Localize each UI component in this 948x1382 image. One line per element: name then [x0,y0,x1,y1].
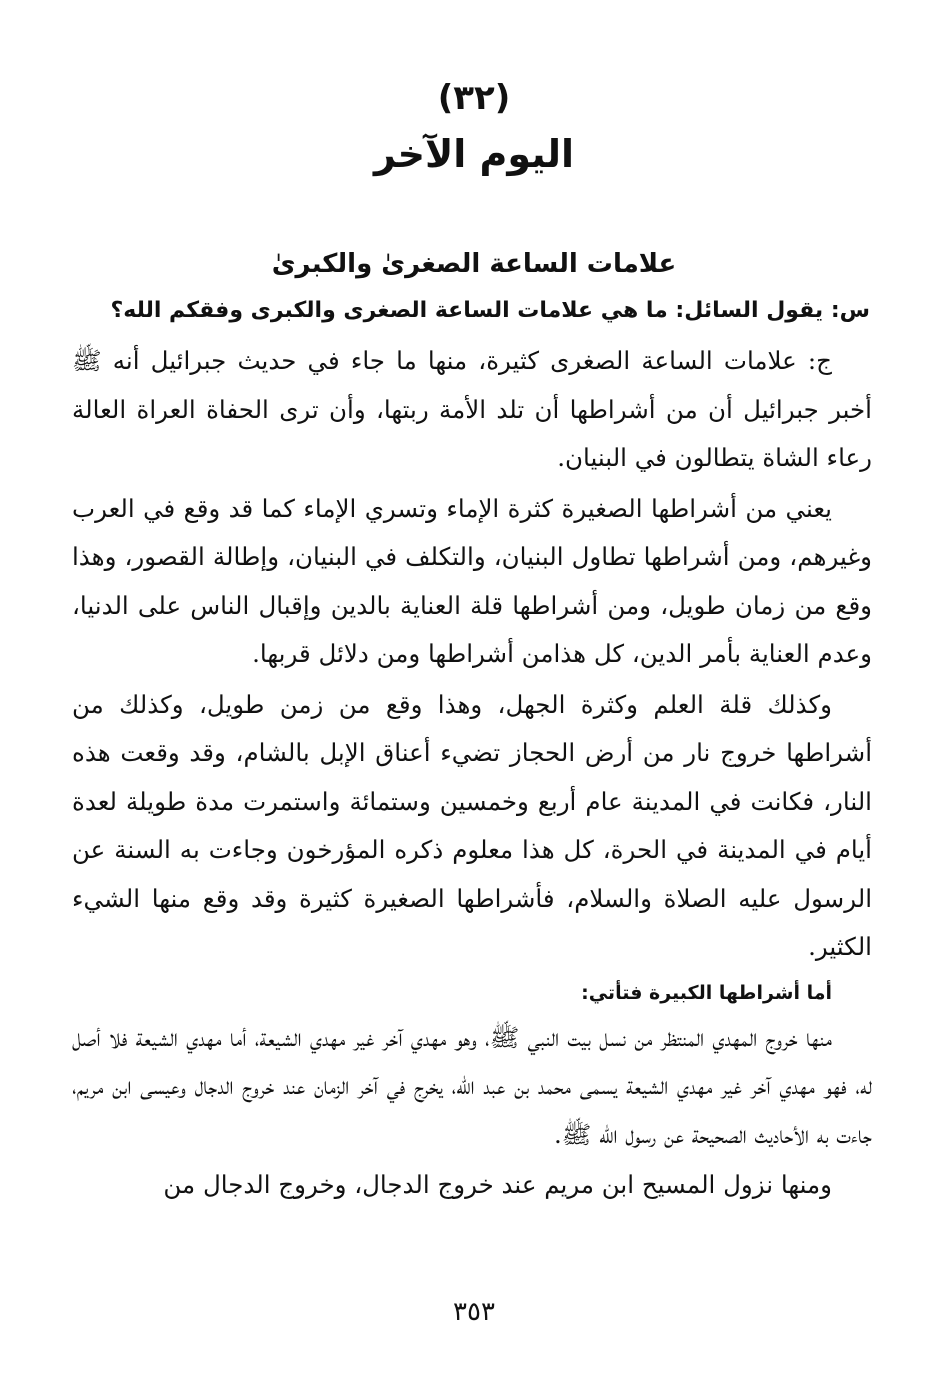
paragraph-mahdi: منها خروج المهدي المنتظر من نسل بيت النبي ﷺ، وهو مهدي آخر غير مهدي الشيعة، أما مهدي الشيعة فلا أصل له، فهو مهدي آخر غير مهدي الشيعة يسمى محمد بن عبد الله، يخرج في آخر الزمان عند خروج الدجال وعيسى ابن مريم، جاءت به الأحاديث الصحيحة عن رسول الله ﷺ. [72,1022,872,1149]
paragraph-fire-of-hijaz: وكذلك قلة العلم وكثرة الجهل، وهذا وقع من زمن طويل، وكذلك من أشراطها خروج نار من أرض الحجاز تضيء أعناق الإبل بالشام، وقد وقعت هذه النار، فكانت في المدينة عام أربع وخمسين وستمائة واستمرت مدة طويلة لعدة أيام في المدينة في الحرة، كل هذا معلوم ذكره المؤرخون وجاءت به السنة عن الرسول عليه الصلاة والسلام، فأشراطها الصغيرة كثيرة وقد وقع منها الشيء الكثير. [72,689,872,961]
paragraph-minor-signs: يعني من أشراطها الصغيرة كثرة الإماء وتسري الإماء كما قد وقع في العرب وغيرهم، ومن أشراطها تطاول البنيان، والتكلف في البنيان، وإطالة القصور، وهذا وقع من زمان طويل، ومن أشراطها قلة العناية بالدين وإقبال الناس على الدنيا، وعدم العناية بأمر الدين، كل هذامن أشراطها ومن دلائل قربها. [72,493,872,668]
section-heading: علامات الساعة الصغرىٰ والكبرىٰ [271,249,677,279]
question-text: س: يقول السائل: ما هي علامات الساعة الصغرى والكبرى وفقكم الله؟ [110,298,870,323]
page-number: ٣٥٣ [453,1297,495,1327]
major-signs-subheading: أما أشراطها الكبيرة فتأتي: [581,981,832,1004]
answer-paragraph: ج: علامات الساعة الصغرى كثيرة، منها ما جاء في حديث جبرائيل أنه ﷺ أخبر جبرائيل أن من أشراطها أن تلد الأمة ربتها، وأن ترى الحفاة العراة العالة رعاء الشاة يتطالون في البنيان. [72,346,872,472]
chapter-title: اليوم الآخر [373,132,575,176]
body-text [72,337,872,1210]
chapter-number: (٣٢) [437,78,511,118]
paragraph-messiah: ومنها نزول المسيح ابن مريم عند خروج الدجال، وخروج الدجال من [163,1170,832,1199]
